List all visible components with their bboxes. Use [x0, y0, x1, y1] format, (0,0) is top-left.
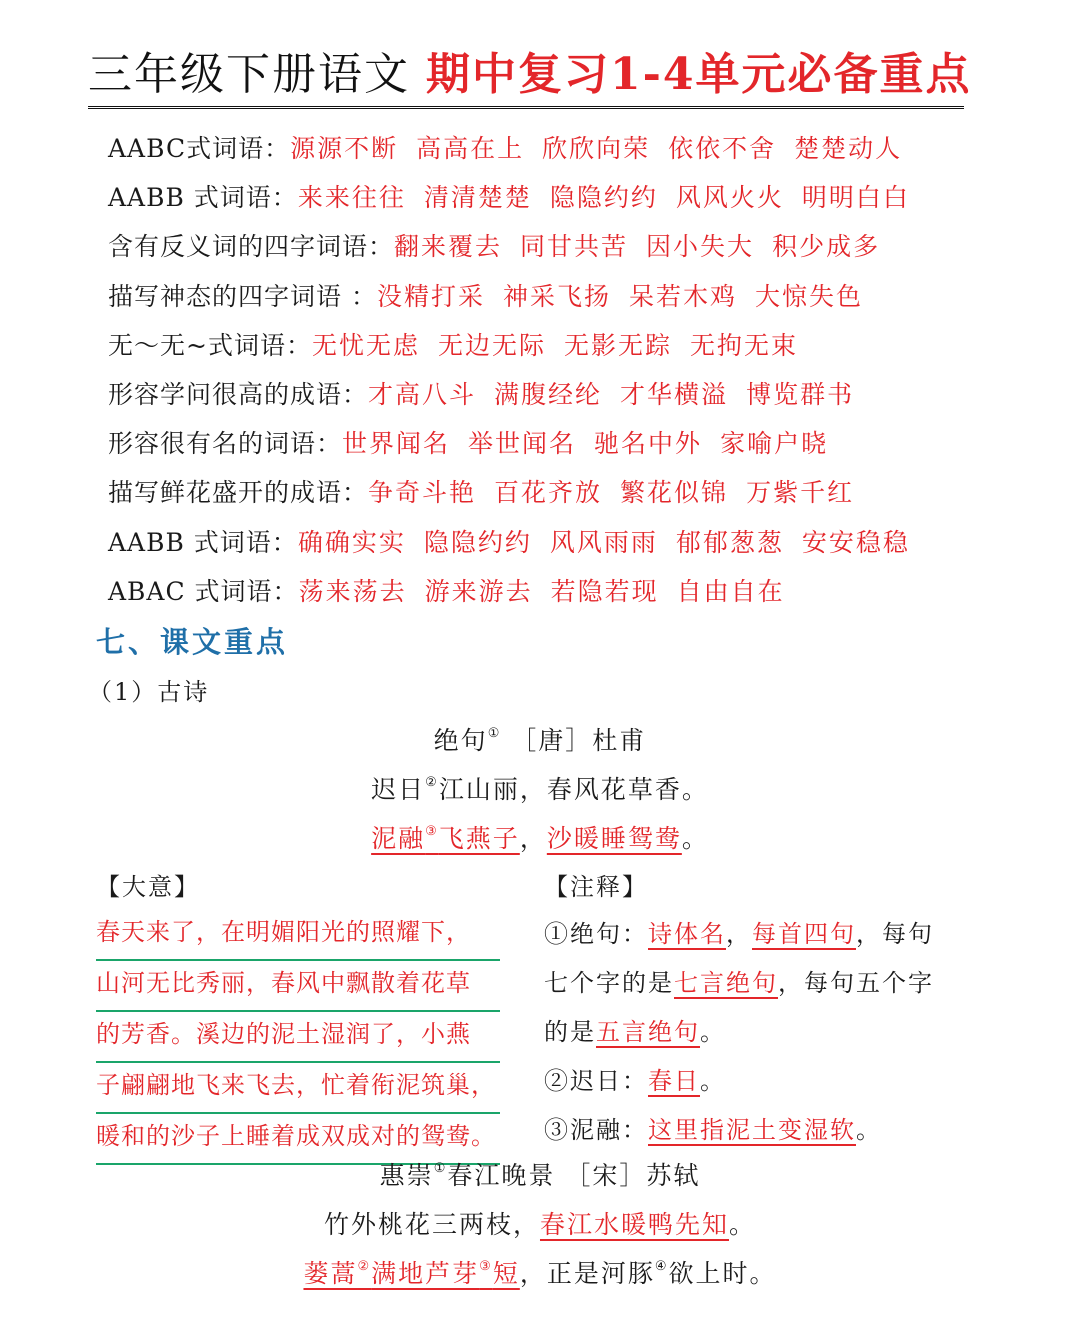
vocab-word: 举世闻名: [468, 429, 577, 459]
meaning-block: [96, 864, 516, 1165]
vocab-row: [108, 419, 1038, 468]
poem-chunjiang: [0, 1151, 1080, 1298]
vocab-word: 欣欣向荣: [542, 134, 651, 163]
vocab-word: 满腹经纶: [494, 379, 603, 409]
poem-title: 春江晚景: [447, 1161, 556, 1190]
meaning-line: 春天来了，在明媚阳光的照耀下，: [96, 910, 500, 961]
vocab-word: 无拘无束: [690, 330, 799, 360]
vocab-word: 风风火火: [675, 183, 784, 213]
poem-title: 惠崇: [379, 1161, 434, 1190]
poem-line: [0, 814, 1080, 863]
poem-text: 欲上时。: [668, 1259, 777, 1288]
highlighted-text: 七言绝句: [674, 969, 778, 997]
vocab-row: [108, 567, 1038, 616]
vocab-label: AABB 式词语：: [108, 527, 298, 557]
vocab-word: 大惊失色: [755, 281, 864, 311]
poem-text: 短: [492, 1259, 520, 1288]
note-text: ，每句五个字: [778, 969, 934, 997]
note-text: ③泥融：: [544, 1116, 648, 1144]
poem-text: ，正是河豚: [519, 1259, 655, 1288]
note-text: ②迟日：: [544, 1067, 648, 1095]
vocab-word: 翻来覆去: [394, 232, 503, 262]
highlighted-text: [303, 1259, 519, 1288]
vocab-row: [108, 222, 1038, 271]
poem-text: 。: [729, 1210, 757, 1239]
note-text: ，: [726, 920, 752, 948]
vocab-word: 驰名中外: [594, 429, 703, 459]
vocab-word: 若隐若现: [550, 576, 659, 606]
poem-text: ，: [519, 824, 547, 853]
meaning-line: 山河无比秀丽，春风中飘散着花草: [96, 961, 500, 1012]
vocab-word: 游来游去: [424, 576, 533, 606]
note-marker: ②: [425, 775, 439, 790]
vocab-list: [108, 124, 1038, 616]
poem-text: 。: [681, 824, 709, 853]
highlighted-text: 这里指泥土变湿软: [648, 1116, 856, 1144]
vocab-word: 百花齐放: [494, 478, 603, 508]
vocab-word: 争奇斗艳: [368, 478, 477, 508]
vocab-word: 没精打采: [376, 281, 485, 311]
highlighted-text: 五言绝句: [596, 1018, 700, 1046]
poem-title-line: [0, 1151, 1080, 1200]
page-title: [88, 44, 972, 109]
note-line: [544, 1057, 984, 1106]
highlighted-text: [371, 824, 520, 853]
meaning-line: 的芳香。溪边的泥土湿润了，小燕: [96, 1012, 500, 1063]
vocab-label: AABC式词语：: [108, 134, 291, 163]
highlighted-text: 每首四句: [752, 920, 856, 948]
vocab-row: [108, 468, 1038, 517]
title-grade: 三年级下册语文: [88, 49, 410, 100]
note-marker: ③: [479, 1259, 493, 1274]
vocab-label: 无～无~式词语：: [108, 330, 312, 360]
note-text: 。: [856, 1116, 882, 1144]
vocab-word: 明明白白: [801, 183, 910, 213]
vocab-word: 依依不舍: [668, 134, 777, 163]
vocab-word: 才高八斗: [368, 379, 477, 409]
poem-text: 蒌蒿: [303, 1259, 358, 1288]
vocab-word: 积少成多: [772, 232, 881, 262]
vocab-word: 安安稳稳: [801, 527, 910, 557]
vocab-word: 才华横溢: [620, 379, 729, 409]
vocab-word: 无影无踪: [563, 330, 672, 360]
vocab-word: 高高在上: [416, 134, 525, 163]
vocab-word: 因小失大: [646, 232, 755, 262]
vocab-word: 来来往往: [297, 183, 406, 213]
poem-text: 飞燕子: [438, 824, 520, 853]
vocab-word: 无边无际: [437, 330, 546, 360]
highlighted-text: 诗体名: [648, 920, 726, 948]
vocab-label: 描写神态的四字词语 ：: [108, 281, 377, 311]
note-marker: ①: [487, 726, 502, 741]
vocab-row: [108, 124, 1038, 173]
vocab-word: 同甘共苦: [520, 232, 629, 262]
vocab-word: 繁花似锦: [620, 478, 729, 508]
highlighted-text: 沙暖睡鸳鸯: [546, 824, 682, 853]
highlighted-text: 春江水暖鸭先知: [539, 1210, 729, 1239]
vocab-label: 形容很有名的词语：: [108, 429, 343, 459]
vocab-label: 含有反义词的四字词语：: [108, 232, 395, 262]
vocab-word: 无忧无虑: [311, 330, 420, 360]
vocab-word: 郁郁葱葱: [675, 527, 784, 557]
note-marker: ③: [425, 824, 439, 839]
poem-title: 绝句: [433, 726, 488, 755]
meaning-heading: 【大意】: [96, 873, 200, 901]
poem-line: [0, 765, 1080, 814]
note-text: ①绝句：: [544, 920, 648, 948]
note-text: 。: [700, 1067, 726, 1095]
notes-heading: 【注释】: [544, 873, 648, 901]
vocab-label: AABB 式词语：: [108, 183, 298, 213]
vocab-word: 神采飞扬: [502, 281, 611, 311]
poem-author: ［唐］杜甫: [511, 726, 647, 755]
vocab-row: [108, 518, 1038, 567]
vocab-word: 自由自在: [676, 576, 785, 606]
vocab-label: ABAC 式词语：: [108, 576, 299, 606]
title-topic: 期中复习1-4单元必备重点: [426, 49, 972, 100]
poem-title-line: [0, 716, 1080, 765]
note-marker: ②: [357, 1259, 372, 1274]
subsection-heading: （1）古诗: [88, 678, 210, 706]
vocab-label: 形容学问很高的成语：: [108, 379, 369, 409]
vocab-word: 博览群书: [746, 379, 855, 409]
poem-text: 泥融: [371, 824, 426, 853]
vocab-word: 确确实实: [297, 527, 406, 557]
poem-text: 满地芦芽: [371, 1259, 480, 1288]
note-line: [544, 1106, 984, 1155]
vocab-word: 隐隐约约: [549, 183, 658, 213]
vocab-row: [108, 370, 1038, 419]
notes-block: [544, 864, 984, 1155]
section-heading: 七、课文重点: [96, 625, 289, 659]
poem-line: [0, 1200, 1080, 1249]
poem-line: [0, 1249, 1080, 1298]
vocab-word: 隐隐约约: [423, 527, 532, 557]
note-text: 的是: [544, 1018, 596, 1046]
note-line: [544, 910, 984, 959]
vocab-word: 源源不断: [290, 134, 399, 163]
vocab-word: 风风雨雨: [549, 527, 658, 557]
poem-jueju: [0, 716, 1080, 863]
note-text: 。: [700, 1018, 726, 1046]
vocab-row: [108, 272, 1038, 321]
meaning-line: 子翩翩地飞来飞去，忙着衔泥筑巢，: [96, 1063, 500, 1114]
vocab-word: 万紫千红: [746, 478, 855, 508]
poem-text: 竹外桃花三两枝，: [323, 1210, 540, 1239]
note-text: 七个字的是: [544, 969, 674, 997]
note-text: ，每句: [856, 920, 934, 948]
vocab-row: [108, 321, 1038, 370]
highlighted-text: 春日: [648, 1067, 700, 1095]
note-marker: ④: [654, 1259, 669, 1274]
vocab-label: 描写鲜花盛开的成语：: [108, 478, 369, 508]
vocab-word: 楚楚动人: [794, 134, 903, 163]
vocab-word: 世界闻名: [342, 429, 451, 459]
note-marker: ①: [433, 1161, 448, 1176]
meaning-line: 暖和的沙子上睡着成双成对的鸳鸯。: [96, 1114, 500, 1165]
poem-text: 江山丽，春风花草香。: [438, 775, 709, 804]
vocab-word: 荡来荡去: [298, 576, 407, 606]
vocab-word: 呆若木鸡: [628, 281, 737, 311]
note-line: [544, 1008, 984, 1057]
vocab-word: 清清楚楚: [423, 183, 532, 213]
poem-text: 迟日: [371, 775, 426, 804]
poem-author: ［宋］苏轼: [565, 1161, 701, 1190]
note-line: [544, 959, 984, 1008]
vocab-word: 家喻户晓: [720, 429, 829, 459]
vocab-row: [108, 173, 1038, 222]
